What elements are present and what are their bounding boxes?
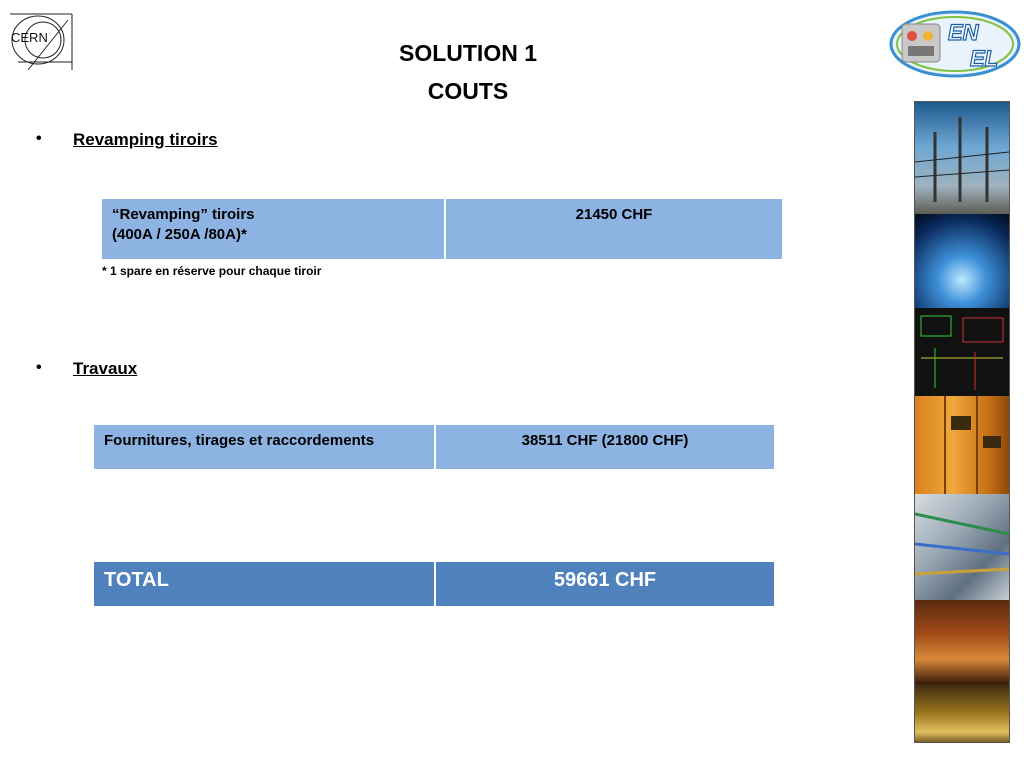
fiber-optics-photo xyxy=(915,214,1009,308)
control-room-photo xyxy=(915,600,1009,684)
table-row xyxy=(93,561,775,607)
total-label-cell: TOTAL xyxy=(93,561,435,607)
slide-title xyxy=(368,34,568,110)
footnote: * 1 spare en réserve pour chaque tiroir xyxy=(102,264,322,278)
orange-switchgear-photo xyxy=(915,396,1009,494)
table-row xyxy=(101,198,783,260)
table-row xyxy=(93,424,775,470)
total-value-cell: 59661 CHF xyxy=(435,561,775,607)
title-line-2: COUTS xyxy=(427,78,509,104)
section-heading-travaux: Travaux xyxy=(73,359,138,378)
substation-photo xyxy=(915,102,1009,214)
cern-logo xyxy=(8,12,74,72)
control-screen-photo xyxy=(915,308,1009,396)
side-photo-strip xyxy=(914,101,1010,743)
section-heading-revamping: Revamping tiroirs xyxy=(73,130,218,149)
travaux-cost-table xyxy=(92,423,776,471)
cost-label-line-1: “Revamping” tiroirs xyxy=(112,206,255,223)
cost-label-cell xyxy=(101,198,445,260)
cost-label-line-2: (400A / 250A /80A)* xyxy=(112,226,247,243)
cost-label-cell: Fournitures, tirages et raccordements xyxy=(93,424,435,470)
en-el-logo xyxy=(888,6,1022,80)
cost-value-cell: 21450 CHF xyxy=(445,198,783,260)
bullet-dot: • xyxy=(36,130,42,147)
revamping-cost-table xyxy=(100,197,784,261)
total-table xyxy=(92,560,776,608)
cable-tray-photo xyxy=(915,684,1009,743)
cabling-rack-photo xyxy=(915,494,1009,600)
svg-text:EN: EN xyxy=(948,20,979,45)
cost-value-cell: 38511 CHF (21800 CHF) xyxy=(435,424,775,470)
bullet-dot: • xyxy=(36,359,42,376)
svg-text:EL: EL xyxy=(970,46,999,71)
title-line-1: SOLUTION 1 xyxy=(398,40,537,66)
cern-logo-text: CERN xyxy=(11,30,48,45)
